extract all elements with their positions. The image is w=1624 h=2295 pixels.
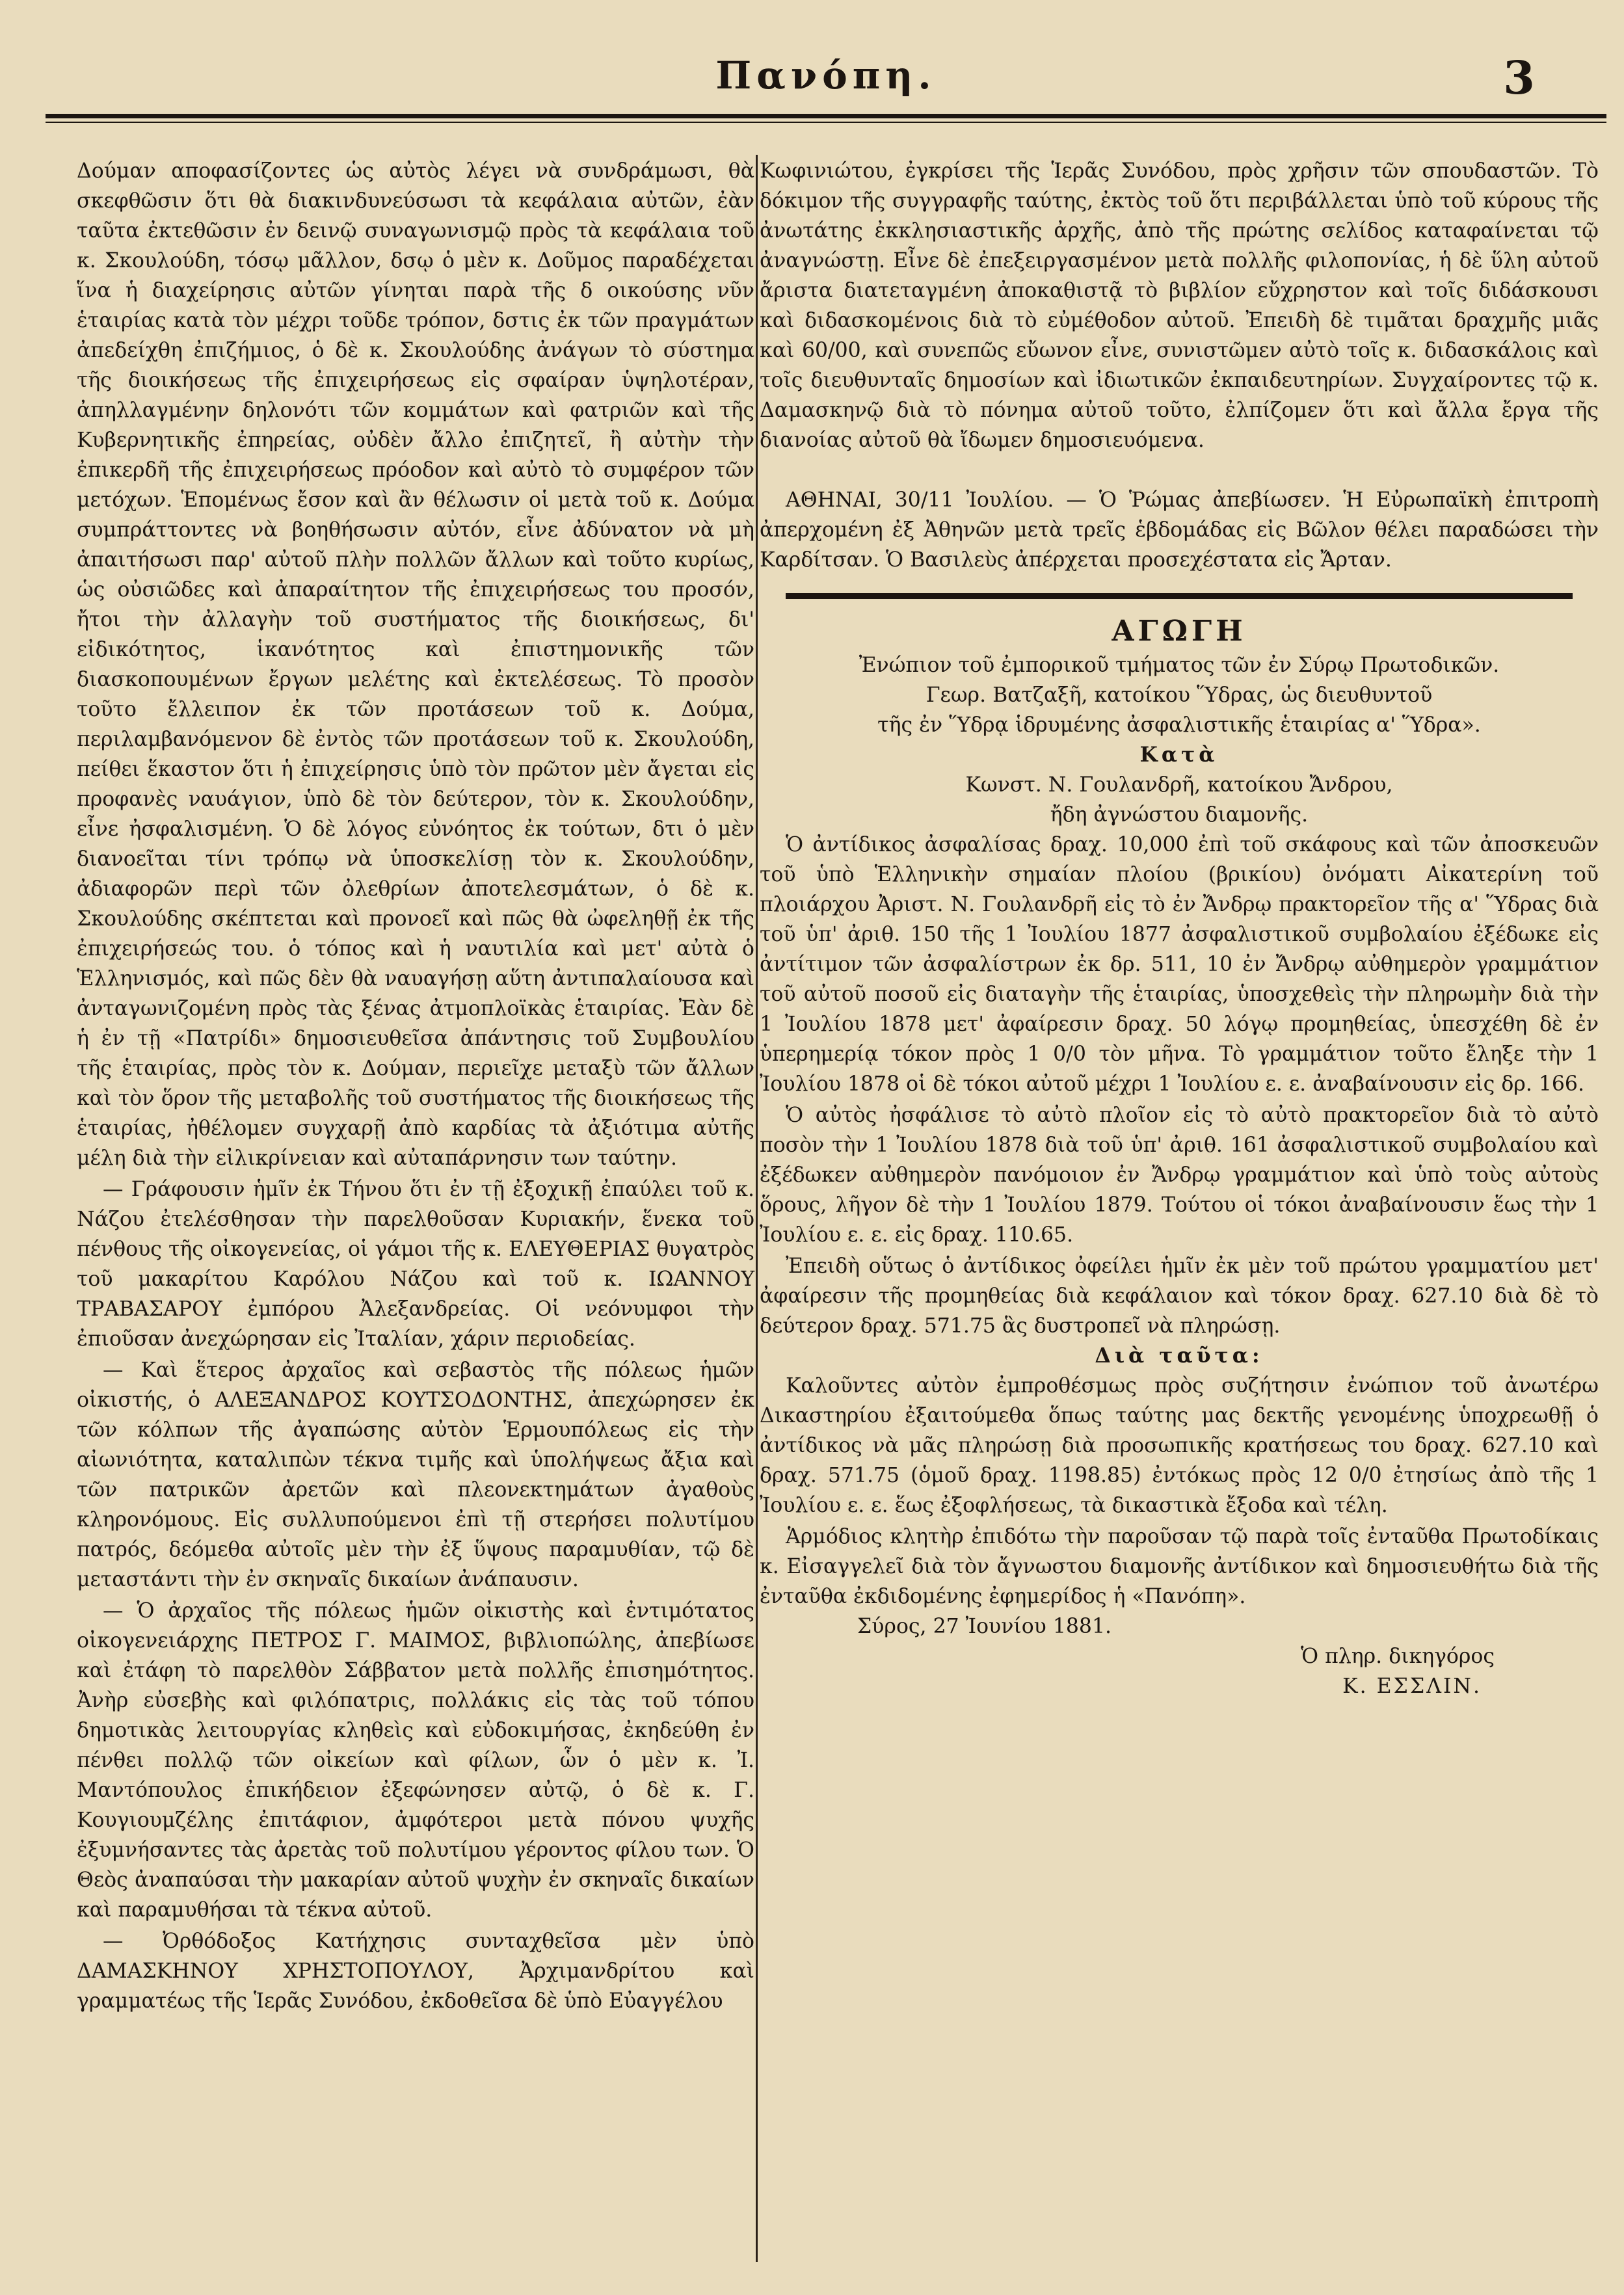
legal-notice-date: Σύρος, 27 Ἰουνίου 1881. xyxy=(857,1615,1112,1638)
signature-role: Ὁ πληρ. δικηγόρος xyxy=(1301,1645,1495,1668)
legal-notice-plaintiff-company: τῆς ἐν Ὕδρᾳ ἱδρυμένης ἀσφαλιστικῆς ἑταιρίας α' Ὕδρα». xyxy=(877,713,1481,737)
left-column xyxy=(77,156,754,2016)
legal-notice-paragraph: Ὁ ἀντίδικος ἀσφαλίσας δραχ. 10,000 ἐπὶ τοῦ σκάφους καὶ τῶν ἀποσκευῶν τοῦ ὑπὸ Ἑλληνικὴν σημαίαν πλοίου (βρικίου) ὀνόματι Αἰκατερίνη τοῦ πλοιάρχου Ἀριστ. Ν. Γουλανδρῆ εἰς τὸ ἐν Ἄνδρῳ πρακτορεῖον τῆς α' Ὕδρας διὰ τοῦ ὑπ' ἀριθ. 150 τῆς 1 Ἰουλίου 1877 ἀσφαλιστικοῦ συμβολαίου ἐξέδωκε εἰς ἀντίτιμον τῶν ἀσφαλίστρων ἐκ δρ. 511, 10 ἐν Ἄνδρῳ αὐθημερὸν γραμμάτιον τοῦ αὐτοῦ ποσοῦ εἰς διαταγὴν τῆς ἑταιρίας, ὑποσχεθεὶς τὴν πληρωμὴν διὰ τὴν 1 Ἰουλίου 1878 μετ' ἀφαίρεσιν δραχ. 50 λόγῳ προμηθείας, ὑπεσχέθη δὲ ἐν ὑπερημερίᾳ τόκον πρὸς 1 0/0 τὸν μῆνα. Τὸ γραμμάτιον τοῦτο ἔληξε τὴν 1 Ἰουλίου 1878 οἱ δὲ τόκοι αὐτοῦ μέχρι 1 Ἰουλίου ε. ε. ἀναβαίνουσιν εἰς δρ. 166. xyxy=(760,833,1599,1096)
legal-notice-title: ΑΓΩΓΗ xyxy=(1112,615,1247,648)
legal-notice-plaintiff: Γεωρ. Βατζαξῆ, κατοίκου Ὕδρας, ὡς διευθυντοῦ xyxy=(925,683,1433,707)
newspaper-title: Πανόπη. xyxy=(715,53,937,98)
column-divider xyxy=(756,155,758,2262)
section-separator xyxy=(786,593,1573,599)
book-notice-continuation: Κωφινιώτου, ἐγκρίσει τῆς Ἱερᾶς Συνόδου, πρὸς χρῆσιν τῶν σπουδαστῶν. Τὸ δόκιμον τῆς συγγραφῆς ταύτης, ἐκτὸς τοῦ ὅτι περιβάλλεται ὑπὸ τοῦ κύρους τῆς ἀνωτάτης ἐκκλησιαστικῆς ἀρχῆς, ἀπὸ τῆς πρώτης σελίδος καταφαίνεται τῷ ἀναγνώστῃ. Εἶνε δὲ ἐπεξειργασμένον μετὰ πολλῆς φιλοπονίας, ἡ δὲ ὕλη αὐτοῦ ἄριστα διατεταγμένη ἀποκαθιστᾷ τὸ βιβλίον εὔχρηστον καὶ τοῖς διδάσκουσι καὶ διδασκομένοις διὰ τὸ εὐμέθοδον αὐτοῦ. Ἐπειδὴ δὲ τιμᾶται δραχμῆς μιᾶς καὶ 60/00, καὶ συνεπῶς εὔωνον εἶνε, συνιστῶμεν αὐτὸ τοῖς κ. διδασκάλοις καὶ τοῖς διευθυνταῖς δημοσίων καὶ ἰδιωτικῶν ἐκπαιδευτηρίων. Συγχαίροντες τῷ κ. Δαμασκηνῷ διὰ τὸ πόνημα αὐτοῦ τοῦτο, ἐλπίζομεν ὅτι καὶ ἄλλα ἔργα τῆς διανοίας αὐτοῦ θὰ ἴδωμεν δημοσιευόμενα. xyxy=(760,159,1599,452)
news-item-wedding: — Γράφουσιν ἡμῖν ἐκ Τήνου ὅτι ἐν τῇ ἐξοχικῇ ἐπαύλει τοῦ κ. Νάζου ἐτελέσθησαν τὴν παρελθοῦσαν Κυριακήν, ἕνεκα τοῦ πένθους τῆς οἰκογενείας, οἱ γάμοι τῆς κ. ΕΛΕΥΘΕΡΙΑΣ θυγατρὸς τοῦ μακαρίτου Καρόλου Νάζου καὶ τοῦ κ. ΙΩΑΝΝΟΥ ΤΡΑΒΑΣΑΡΟΥ ἐμπόρου Ἀλεξανδρείας. Οἱ νεόνυμφοι τὴν ἐπιοῦσαν ἀνεχώρησαν εἰς Ἰταλίαν, χάριν περιοδείας. xyxy=(77,1178,754,1351)
book-notice: — Ὀρθόδοξος Κατήχησις συνταχθεῖσα μὲν ὑπὸ ΔΑΜΑΣΚΗΝΟΥ ΧΡΗΣΤΟΠΟΥΛΟΥ, Ἀρχιμανδρίτου καὶ γραμματέως τῆς Ἱερᾶς Συνόδου, ἐκδοθεῖσα δὲ ὑπὸ Εὐαγγέλου xyxy=(77,1930,754,2013)
header-rule-thick xyxy=(46,114,1606,118)
signature-name: Κ. ΕΣΣΛΙΝ. xyxy=(1342,1675,1482,1698)
athens-news: ΑΘΗΝΑΙ, 30/11 Ἰουλίου. — Ὁ Ῥώμας ἀπεβίωσεν. Ἡ Εὐρωπαϊκὴ ἐπιτροπὴ ἀπερχομένη ἐξ Ἀθηνῶν μετὰ τρεῖς ἑβδομάδας εἰς Βῶλον θέλει παραδώσει τὴν Καρδίτσαν. Ὁ Βασιλεὺς ἀπέρχεται προσεχέστατα εἰς Ἄρταν. xyxy=(760,488,1599,572)
right-column xyxy=(760,156,1599,1701)
legal-notice-paragraph: Ὁ αὐτὸς ἠσφάλισε τὸ αὐτὸ πλοῖον εἰς τὸ αὐτὸ πρακτορεῖον διὰ τὸ αὐτὸ ποσὸν τὴν 1 Ἰουλίου 1878 διὰ τοῦ ὑπ' ἀριθ. 161 ἀσφαλιστικοῦ συμβολαίου καὶ ἐξέδωκεν αὐθημερὸν πανόμοιον ἐν Ἄνδρῳ γραμμάτιον καὶ ὑπὸ τοὺς αὐτοὺς ὅρους, λῆγον δὲ τὴν 1 Ἰουλίου 1879. Τούτου οἱ τόκοι ἀναβαίνουσιν ἕως τὴν 1 Ἰουλίου ε. ε. εἰς δραχ. 110.65. xyxy=(760,1104,1599,1247)
obituary-koutsodontis: — Καὶ ἕτερος ἀρχαῖος καὶ σεβαστὸς τῆς πόλεως ἡμῶν οἰκιστής, ὁ ΑΛΕΞΑΝΔΡΟΣ ΚΟΥΤΣΟΔΟΝΤΗΣ, ἀπεχώρησεν ἐκ τῶν κόλπων τῆς ἀγαπώσης αὐτὸν Ἑρμουπόλεως εἰς τὴν αἰωνιότητα, καταλιπὼν τέκνα τιμῆς καὶ ὑπολήψεως ἄξια καὶ τῶν πατρικῶν ἀρετῶν καὶ πλεονεκτημάτων ἀγαθοὺς κληρονόμους. Εἰς συλλυπούμενοι ἐπὶ τῇ στερήσει πολυτίμου πατρός, δεόμεθα αὐτοῖς μὲν τὴν ἐξ ὕψους παραμυθίαν, τῷ δὲ μεταστάντι τὴν ἐν σκηναῖς δικαίων ἀνάπαυσιν. xyxy=(77,1359,754,1591)
legal-notice-therefore: Διὰ ταῦτα: xyxy=(1095,1344,1264,1368)
obituary-maimos: — Ὁ ἀρχαῖος τῆς πόλεως ἡμῶν οἰκιστὴς καὶ ἐντιμότατος οἰκογενειάρχης ΠΕΤΡΟΣ Γ. ΜΑΙΜΟΣ, βιβλιοπώλης, ἀπεβίωσε καὶ ἐτάφη τὸ παρελθὸν Σάββατον μετὰ πολλῆς ἐπισημότητος. Ἀνὴρ εὐσεβὴς καὶ φιλόπατρις, πολλάκις εἰς τὰς τοῦ τόπου δημοτικὰς λειτουργίας κληθεὶς καὶ εὐδοκιμήσας, ἐκηδεύθη ἐν πένθει πολλῷ τῶν οἰκείων καὶ φίλων, ὧν ὁ μὲν κ. Ἰ. Μαντόπουλος ἐπικήδειον ἐξεφώνησεν αὐτῷ, ὁ δὲ κ. Γ. Κουγιουμζέλης ἐπιτάφιον, ἀμφότεροι μετὰ πόνου ψυχῆς ἐξυμνήσαντες τὰς ἀρετὰς τοῦ πολυτίμου γέροντος φίλου των. Ὁ Θεὸς ἀναπαύσαι τὴν μακαρίαν αὐτοῦ ψυχὴν ἐν σκηναῖς δικαίων καὶ παραμυθήσαι τὰ τέκνα αὐτοῦ. xyxy=(77,1599,754,1922)
masthead xyxy=(46,53,1606,112)
legal-notice-paragraph: Καλοῦντες αὐτὸν ἐμπροθέσμως πρὸς συζήτησιν ἐνώπιον τοῦ ἀνωτέρω Δικαστηρίου ἐξαιτούμεθα ὅπως ταύτης μας δεκτῆς γενομένης ὑποχρεωθῇ ὁ ἀντίδικος νὰ μᾶς πληρώσῃ διὰ προσωπικῆς κρατήσεως του δραχ. 627.10 καὶ δραχ. 571.75 (ὁμοῦ δραχ. 1198.85) ἐντόκως πρὸς 12 0/0 ἐτησίως ἀπὸ τῆς 1 Ἰουλίου ε. ε. ἕως ἐξοφλήσεως, τὰ δικαστικὰ ἔξοδα καὶ τέλη. xyxy=(760,1374,1599,1517)
legal-notice-paragraph: Ἐπειδὴ οὕτως ὁ ἀντίδικος ὀφείλει ἡμῖν ἐκ μὲν τοῦ πρώτου γραμματίου μετ' ἀφαίρεσιν τῆς προμηθείας διὰ κεφάλαιον καὶ τόκον δραχ. 627.10 διὰ δὲ τὸ δεύτερον δραχ. 571.75 ἃς δυστροπεῖ νὰ πληρώσῃ. xyxy=(760,1254,1599,1338)
legal-notice-defendant-residence: ἤδη ἀγνώστου διαμονῆς. xyxy=(1050,803,1309,827)
legal-notice-against: Κατὰ xyxy=(1139,743,1219,767)
header-rule-thin xyxy=(46,122,1606,123)
article-paragraph: Δούμαν αποφασίζοντες ὡς αὐτὸς λέγει νὰ συνδράμωσι, θὰ σκεφθῶσιν ὅτι θὰ διακινδυνεύσωσι τὰ κεφάλαια αὐτῶν, ἐὰν ταῦτα ἐκτεθῶσιν ἐν δεινῷ συναγωνισμῷ πρὸς τὰ κεφάλαια τοῦ κ. Σκουλούδη, τόσῳ μᾶλλον, δσῳ ὁ μὲν κ. Δοῦμος παραδέχεται ἵνα ἡ διαχείρησις αὐτῶν γίνηται παρὰ τῆς δ οικούσης νῦν ἑταιρίας κατὰ τὸν μέχρι τοῦδε τρόπον, δστις ἐκ τῶν πραγμάτων ἀπεδείχθη ἐπιζήμιος, ὁ δὲ κ. Σκουλούδης ἀνάγων τὸ σύστημα τῆς διοικήσεως τῆς ἐπιχειρήσεως εἰς σφαίραν ὑψηλοτέραν, ἀπηλλαγμένην δηλονότι τῶν κομμάτων καὶ φατριῶν καὶ τῆς Κυβερνητικῆς ἐπηρείας, οὐδὲν ἄλλο ἐπιζητεῖ, ἢ αὐτὴν τὴν ἐπικερδῆ τῆς ἐπιχειρήσεως πρόοδον καὶ αὐτὸ τὸ συμφέρον τῶν μετόχων. Ἑπομένως ἔσον καὶ ἂν θέλωσιν οἱ μετὰ τοῦ κ. Δούμα συμπράττοντες νὰ βοηθήσωσιν αὐτόν, εἶνε ἀδύνατον νὰ μὴ ἀπαιτήσωσι παρ' αὐτοῦ πλὴν πολλῶν ἄλλων καὶ τοῦτο κυρίως, ὡς οὐσιῶδες καὶ ἀπαραίτητον τῆς ἐπιχειρήσεως του προσόν, ἤτοι τὴν ἀλλαγὴν τοῦ συστήματος τῆς διοικήσεως, δι' εἰδικότητος, ἱκανότητος καὶ ἐπιστημονικῆς τῶν διασκοπουμένων ἔργων μελέτης καὶ ἐκτελέσεως. Τὸ προσὸν τοῦτο ἔλλειπον ἐκ τῶν προτάσεων τοῦ κ. Δούμα, περιλαμβανόμενον δὲ ἐντὸς τῶν προτάσεων τοῦ κ. Σκουλούδη, πείθει ἕκαστον ὅτι ἡ ἐπιχείρησις ὑπὸ τὸν πρῶτον μὲν ἄγεται εἰς προφανὲς ναυάγιον, ὑπὸ δὲ τὸν δεύτερον, τὸν κ. Σκουλούδην, εἶνε ἠσφαλισμένη. Ὁ δὲ λόγος εὐνόητος ἐκ τούτων, δτι ὁ μὲν διανοεῖται τίνι τρόπῳ νὰ ὑποσκελίσῃ τὸν κ. Σκουλούδην, ἀδιαφορῶν περὶ τῶν ὀλεθρίων ἀποτελεσμάτων, ὁ δὲ κ. Σκουλούδης σκέπτεται καὶ προνοεῖ καὶ πῶς θὰ ὠφεληθῇ ἐκ τῆς ἐπιχειρήσεώς του. ὁ τόπος καὶ ἡ ναυτιλία καὶ μετ' αὐτὰ ὁ Ἑλληνισμός, καὶ πῶς δὲν θὰ ναυαγήσῃ αὕτη ἀντιπαλαίουσα καὶ ἀνταγωνιζομένη πρὸς τὰς ξένας ἀτμοπλοϊκὰς ἑταιρίας. Ἐὰν δὲ ἡ ἐν τῇ «Πατρίδι» δημοσιευθεῖσα ἀπάντησις τοῦ Συμβουλίου τῆς ἑταιρίας, πρὸς τὸν κ. Δούμαν, περιεῖχε μεταξὺ τῶν ἄλλων καὶ τὸν ὅρον τῆς μεταβολῆς τοῦ συστήματος τῆς διοικήσεως τῆς ἑταιρίας, ἠθέλομεν συγχαρῇ ἀπὸ καρδίας τὰ ἀξιότιμα αὐτῆς μέλη διὰ τὴν εἰλικρίνειαν καὶ αὐταπάρνησιν των ταύτην. xyxy=(77,159,754,1170)
legal-notice-court: Ἐνώπιον τοῦ ἐμπορικοῦ τμήματος τῶν ἐν Σύρῳ Πρωτοδικῶν. xyxy=(859,654,1500,677)
page-number: 3 xyxy=(1503,51,1535,105)
legal-notice-paragraph: Ἁρμόδιος κλητὴρ ἐπιδότω τὴν παροῦσαν τῷ παρὰ τοῖς ἐνταῦθα Πρωτοδίκαις κ. Εἰσαγγελεῖ διὰ τὸν ἄγνωστου διαμονῆς ἀντίδικον καὶ δημοσιευθήτω διὰ τῆς ἐνταῦθα ἐκδιδομένης ἐφημερίδος ἡ «Πανόπη». xyxy=(760,1525,1599,1608)
legal-notice-defendant: Κωνστ. Ν. Γουλανδρῆ, κατοίκου Ἄνδρου, xyxy=(965,773,1393,797)
